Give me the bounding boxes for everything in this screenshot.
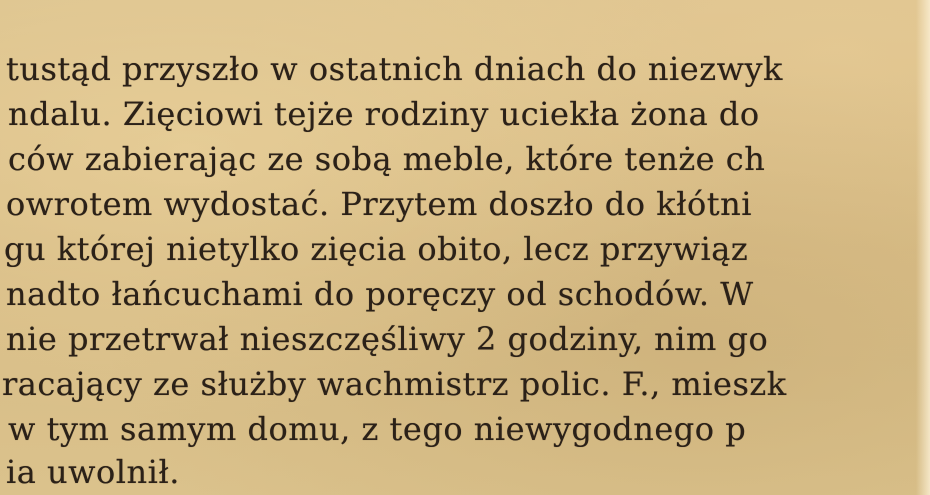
article-line-7: nadto łańcuchami do poręczy od schodów. W (6, 275, 754, 313)
scan-edge (916, 0, 930, 495)
article-line-4: ców zabierając ze sobą meble, które tenże ch (8, 140, 766, 178)
article-line-3: ndalu. Zięciowi tejże rodziny uciekła żona do (8, 95, 760, 133)
article-line-9: racający ze służby wachmistrz polic. F., mieszk (2, 365, 787, 403)
article-line-11: ia uwolnił. (6, 453, 180, 491)
article-line-10: w tym samym domu, z tego niewygodnego p (8, 410, 747, 448)
article-line-2: tustąd przyszło w ostatnich dniach do niezwyk (6, 50, 783, 88)
article-line-8: nie przetrwał nieszczęśliwy 2 godziny, nim go (6, 320, 769, 358)
article-line-6: gu której nietylko zięcia obito, lecz przywiąz (4, 230, 749, 268)
article-line-5: owrotem wydostać. Przytem doszło do kłótni (6, 185, 752, 223)
article-line-1 (0, 2, 930, 47)
